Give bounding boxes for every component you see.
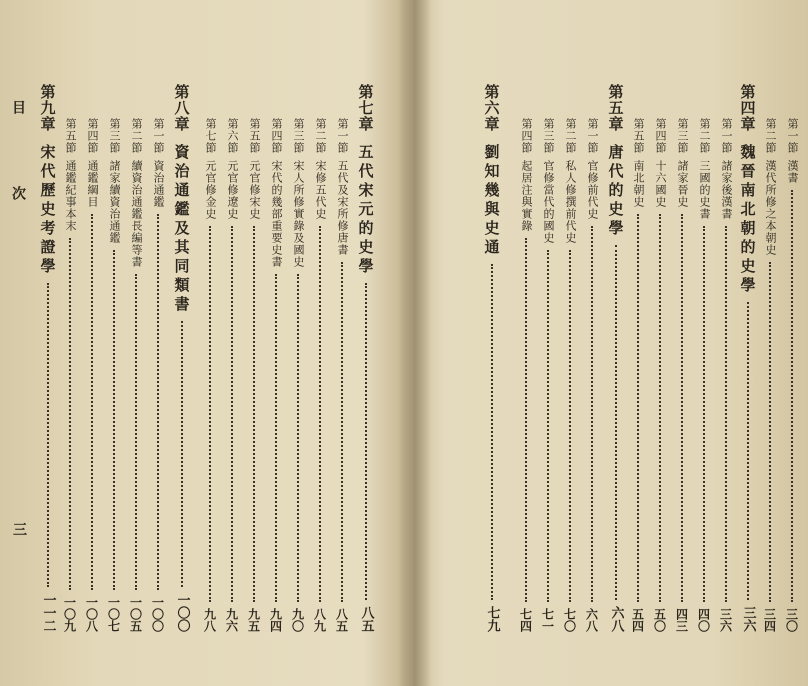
entry-page-number: 三六 — [740, 606, 756, 632]
toc-section-entry — [126, 118, 146, 632]
dot-leader — [253, 226, 255, 602]
toc-section-entry — [200, 118, 220, 632]
entry-page-number: 六八 — [608, 606, 624, 632]
entry-title: 起居注與實錄 — [520, 160, 533, 232]
toc-section-entry — [694, 118, 714, 632]
dot-leader — [637, 214, 639, 602]
entry-page-number: 九四 — [268, 608, 283, 632]
entry-page-number: 五四 — [630, 608, 645, 632]
entry-title: 續資治通鑑長編等書 — [130, 160, 143, 268]
entry-title: 南北朝史 — [632, 160, 645, 208]
entry-page-number: 九八 — [202, 608, 217, 632]
entry-label: 第一節 — [720, 118, 733, 154]
entry-label: 第二節 — [564, 118, 577, 154]
entry-page-number: 九六 — [224, 608, 239, 632]
entry-title: 十六國史 — [654, 160, 667, 208]
entry-label: 第三節 — [108, 118, 121, 154]
entry-title: 諸家續資治通鑑 — [108, 160, 121, 244]
toc-section-entry — [244, 118, 264, 632]
running-head-2 — [8, 186, 28, 200]
entry-label: 第三節 — [292, 118, 305, 154]
entry-page-number: 七九 — [484, 606, 500, 632]
dot-leader — [591, 226, 593, 602]
entry-page-number: 九〇 — [290, 608, 305, 632]
toc-section-entry — [266, 118, 286, 632]
dot-leader — [157, 214, 159, 590]
entry-page-number: 一一二 — [40, 593, 56, 632]
toc-chapter-entry — [356, 84, 376, 632]
toc-section-entry — [628, 118, 648, 632]
dot-leader — [525, 238, 527, 602]
entry-title: 資治通鑑及其同類書 — [172, 144, 191, 315]
dot-leader — [135, 274, 137, 590]
entry-title: 諸家晉史 — [676, 160, 689, 208]
dot-leader — [341, 262, 343, 602]
entry-title: 元官修金史 — [204, 160, 217, 220]
dot-leader — [769, 262, 771, 602]
entry-title: 宋代的幾部重要史書 — [270, 160, 283, 268]
entry-page-number: 一〇〇 — [150, 596, 165, 632]
entry-label: 第一節 — [152, 118, 165, 154]
entry-page-number: 七〇 — [562, 608, 577, 632]
toc-section-entry — [310, 118, 330, 632]
entry-page-number: 一〇〇 — [174, 593, 190, 632]
entry-label: 第四節 — [520, 118, 533, 154]
entry-label: 第七節 — [204, 118, 217, 154]
running-head — [8, 100, 28, 114]
toc-chapter-entry — [38, 84, 58, 632]
toc-chapter-entry — [606, 84, 626, 632]
entry-title: 宋修五代史 — [314, 160, 327, 220]
entry-label: 第四章 — [738, 84, 757, 132]
entry-label: 第九章 — [38, 84, 57, 132]
entry-title: 三國的史書 — [698, 160, 711, 220]
entry-page-number: 一〇九 — [62, 596, 77, 632]
entry-label: 第五節 — [64, 118, 77, 154]
toc-section-entry — [516, 118, 536, 632]
toc-section-entry — [760, 118, 780, 632]
entry-label: 第二節 — [130, 118, 143, 154]
dot-leader — [547, 250, 549, 602]
toc-chapter-entry — [172, 84, 192, 632]
entry-label: 第五節 — [632, 118, 645, 154]
dot-leader — [113, 250, 115, 590]
entry-page-number: 三四 — [762, 608, 777, 632]
entry-page-number: 六八 — [584, 608, 599, 632]
page-number — [9, 522, 29, 537]
dot-leader — [569, 250, 571, 602]
dot-leader — [69, 238, 71, 590]
entry-page-number: 三〇 — [784, 608, 799, 632]
entry-page-number: 一〇五 — [128, 596, 143, 632]
dot-leader — [725, 226, 727, 602]
entry-page-number: 三六 — [718, 608, 733, 632]
dot-leader — [209, 226, 211, 602]
entry-title: 宋人所修實錄及國史 — [292, 160, 305, 268]
entry-label: 第六章 — [482, 84, 501, 132]
running-head-char-2: 次 — [10, 186, 26, 200]
toc-section-entry — [538, 118, 558, 632]
toc-chapter-entry — [738, 84, 758, 632]
toc-section-entry — [716, 118, 736, 632]
toc-section-entry — [672, 118, 692, 632]
entry-label: 第二節 — [698, 118, 711, 154]
dot-leader — [231, 226, 233, 602]
dot-leader — [297, 274, 299, 602]
toc-section-entry — [104, 118, 124, 632]
entry-label: 第二節 — [764, 118, 777, 154]
entry-title: 通鑑紀事本末 — [64, 160, 77, 232]
toc-section-entry — [82, 118, 102, 632]
toc-section-entry — [582, 118, 602, 632]
entry-label: 第五章 — [606, 84, 625, 132]
dot-leader — [703, 226, 705, 602]
dot-leader — [181, 321, 183, 587]
dot-leader — [47, 283, 49, 587]
toc-section-entry — [148, 118, 168, 632]
dot-leader — [491, 264, 493, 600]
dot-leader — [747, 302, 749, 600]
running-head-char-1: 目 — [10, 100, 26, 114]
entry-label: 第七章 — [356, 84, 375, 132]
entry-page-number: 五〇 — [652, 608, 667, 632]
entry-title: 劉知幾與史通 — [482, 144, 501, 258]
entry-title: 五代及宋所修唐書 — [336, 160, 349, 256]
entry-page-number: 七一 — [540, 608, 555, 632]
entry-label: 第四節 — [654, 118, 667, 154]
right-page — [420, 0, 808, 686]
entry-title: 五代宋元的史學 — [356, 144, 375, 277]
entry-title: 資治通鑑 — [152, 160, 165, 208]
entry-page-number: 九五 — [246, 608, 261, 632]
entry-page-number: 八五 — [358, 606, 374, 632]
entry-label: 第二節 — [314, 118, 327, 154]
entry-title: 漢書 — [786, 160, 799, 184]
entry-page-number: 八九 — [312, 608, 327, 632]
toc-section-entry — [332, 118, 352, 632]
entry-title: 漢代所修之本朝史 — [764, 160, 777, 256]
entry-label: 第三節 — [542, 118, 555, 154]
entry-title: 通鑑綱目 — [86, 160, 99, 208]
entry-title: 唐代的史學 — [606, 144, 625, 239]
entry-label: 第三節 — [676, 118, 689, 154]
toc-section-entry — [560, 118, 580, 632]
entry-title: 魏晉南北朝的史學 — [738, 144, 757, 296]
entry-title: 諸家後漢書 — [720, 160, 733, 220]
entry-title: 元官修遼史 — [226, 160, 239, 220]
dot-leader — [791, 190, 793, 602]
toc-section-entry — [222, 118, 242, 632]
entry-label: 第五節 — [248, 118, 261, 154]
entry-label: 第四節 — [86, 118, 99, 154]
entry-title: 宋代歷史考證學 — [38, 144, 57, 277]
dot-leader — [615, 245, 617, 600]
entry-title: 私人修撰前代史 — [564, 160, 577, 244]
entry-label: 第四節 — [270, 118, 283, 154]
dot-leader — [681, 214, 683, 602]
entry-label: 第一節 — [336, 118, 349, 154]
toc-section-entry — [60, 118, 80, 632]
entry-title: 官修當代的國史 — [542, 160, 555, 244]
dot-leader — [659, 214, 661, 602]
dot-leader — [365, 283, 367, 600]
entry-page-number: 七四 — [518, 608, 533, 632]
entry-label: 第八章 — [172, 84, 191, 132]
toc-section-entry — [650, 118, 670, 632]
toc-section-entry — [288, 118, 308, 632]
folio-text: 三 — [11, 522, 27, 537]
entry-title: 官修前代史 — [586, 160, 599, 220]
entry-page-number: 四〇 — [696, 608, 711, 632]
entry-page-number: 四三 — [674, 608, 689, 632]
toc-section-entry — [782, 118, 802, 632]
entry-page-number: 八五 — [334, 608, 349, 632]
toc-chapter-entry — [482, 84, 502, 632]
entry-title: 元官修宋史 — [248, 160, 261, 220]
entry-label: 第六節 — [226, 118, 239, 154]
entry-label: 第一節 — [786, 118, 799, 154]
entry-page-number: 一〇八 — [84, 596, 99, 632]
dot-leader — [275, 274, 277, 602]
entry-page-number: 一〇七 — [106, 596, 121, 632]
dot-leader — [319, 226, 321, 602]
dot-leader — [91, 214, 93, 590]
entry-label: 第一節 — [586, 118, 599, 154]
